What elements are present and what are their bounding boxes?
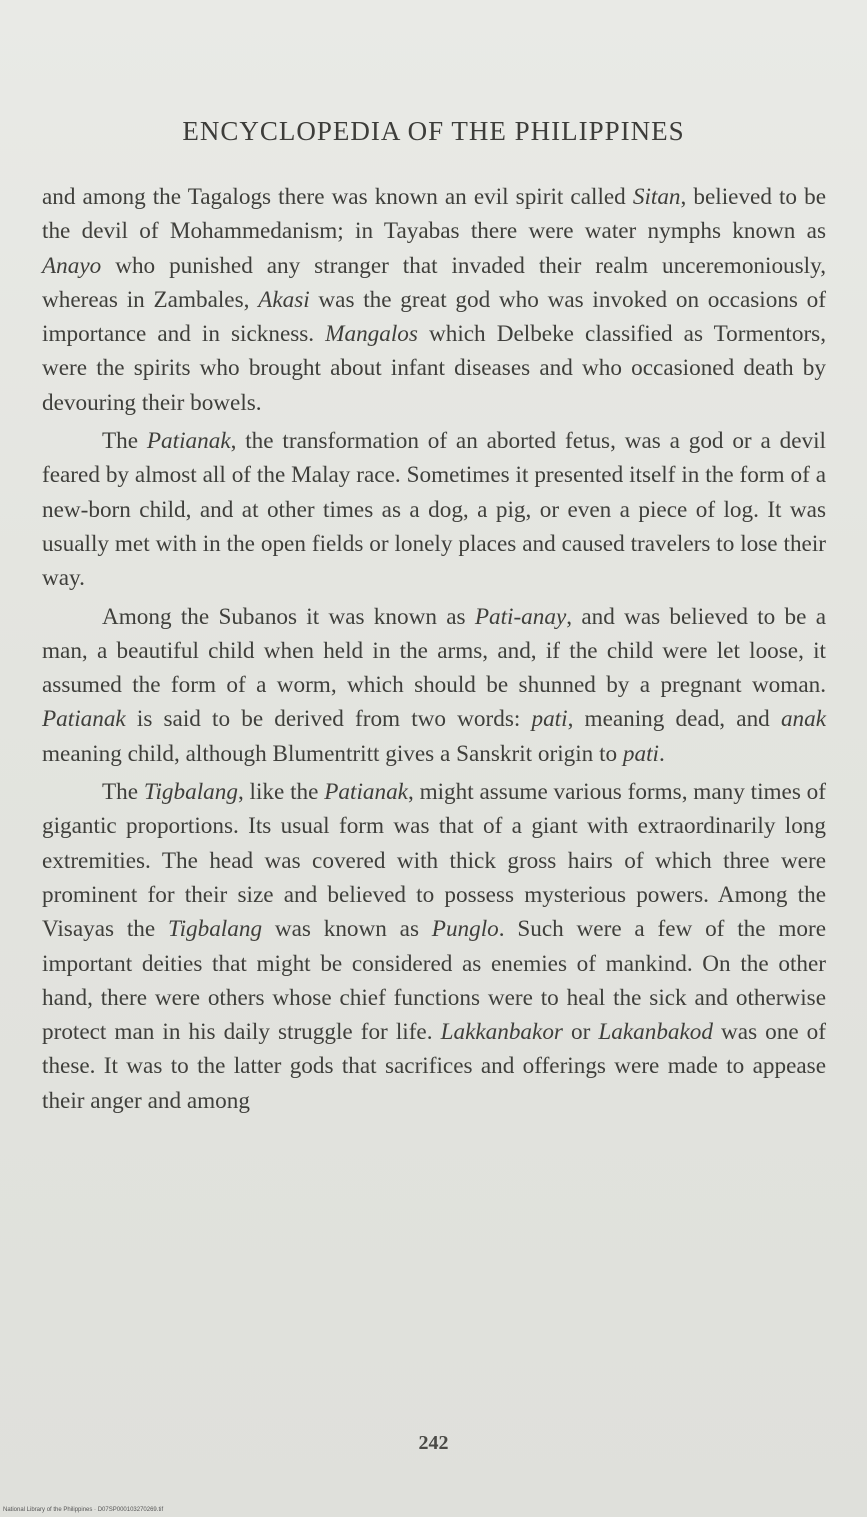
text-run: . Such were a few of the more important deities that might be considered as enemies of mankind. On the other hand, there were others whose chief functions were to heal the sick and otherwise protect man in his daily struggle for life. xyxy=(42,916,826,1046)
italic-term: Patianak xyxy=(324,779,408,806)
text-run: Among the Subanos it was known as xyxy=(102,603,475,630)
page-number: 242 xyxy=(418,1432,449,1454)
italic-term: anak xyxy=(780,706,827,733)
text-run: , meaning dead, and xyxy=(567,706,781,733)
italic-term: pati xyxy=(531,706,568,733)
text-run: , believed to be the devil of Mohammedanism; in Tayabas there were water nymphs known as xyxy=(42,184,826,245)
text-run: , and was believed to be a man, a beautiful child when held in the arms, and, if the child were let loose, it assumed the form of a worm, which should be shunned by a pregnant woman. xyxy=(42,603,827,699)
text-run: , like the xyxy=(237,779,325,806)
italic-term: Lakanbakod xyxy=(598,1019,713,1046)
text-run: and among the Tagalogs there was known an evil spirit called xyxy=(42,184,633,210)
paragraph xyxy=(42,424,826,595)
paragraph xyxy=(42,180,826,420)
text-run: , might assume various forms, many times of gigantic proportions. Its usual form was that of a giant with extraordinarily long extremities. The head was covered with thick gross hairs of which three were prominent for their size and believed to possess mysterious powers. Among the Visayas the xyxy=(42,779,826,943)
italic-term: Akasi xyxy=(258,286,310,313)
text-run: who punished any stranger that invaded their realm unceremoniously, whereas in Zambales, xyxy=(42,252,826,313)
running-title: ENCYCLOPEDIA OF THE PHILIPPINES xyxy=(182,116,685,146)
text-run: The xyxy=(102,779,144,806)
body-text xyxy=(42,180,826,1118)
italic-term: Pati-anay xyxy=(474,603,567,630)
italic-term: Sitan xyxy=(632,184,681,210)
text-run: , the transformation of an aborted fetus, was a god or a devil feared by almost all of the Malay race. Sometimes it presented itself in the form of a new-born child, and at other times as a dog, a pig, or even a piece of log. It was usually met with in the open fields or lonely places and caused travelers to lose their way. xyxy=(42,428,826,592)
text-run: . xyxy=(658,740,665,767)
text-run: is said to be derived from two words: xyxy=(125,706,532,733)
scan-imprint: National Library of the Philippines · D07SP000103270269.tif xyxy=(3,1507,164,1513)
italic-term: Mangalos xyxy=(325,321,418,348)
text-run: was one of these. It was to the latter gods that sacrifices and offerings were made to appease their anger and among xyxy=(42,1019,826,1114)
text-run: The xyxy=(102,428,147,455)
italic-term: Punglo xyxy=(431,916,499,943)
text-run: meaning child, although Blumentritt gives a Sanskrit origin to xyxy=(42,740,623,767)
italic-term: Lakkanbakor xyxy=(440,1019,563,1046)
text-run: was the great god who was invoked on occasions of importance and in sickness. xyxy=(42,286,826,348)
italic-term: Tigbalang xyxy=(167,916,263,943)
italic-term: pati xyxy=(622,740,659,767)
text-run: or xyxy=(562,1019,599,1046)
italic-term: Patianak xyxy=(42,706,126,733)
text-run: was known as xyxy=(262,916,432,943)
paragraph xyxy=(42,775,826,1118)
italic-term: Anayo xyxy=(42,252,102,279)
italic-term: Tigbalang xyxy=(143,779,238,806)
italic-term: Patianak xyxy=(146,428,231,455)
text-run: which Delbeke classified as Tormentors, were the spirits who brought about infant diseases and who occasioned death by devouring their bowels. xyxy=(42,321,826,416)
paragraph xyxy=(42,600,826,771)
